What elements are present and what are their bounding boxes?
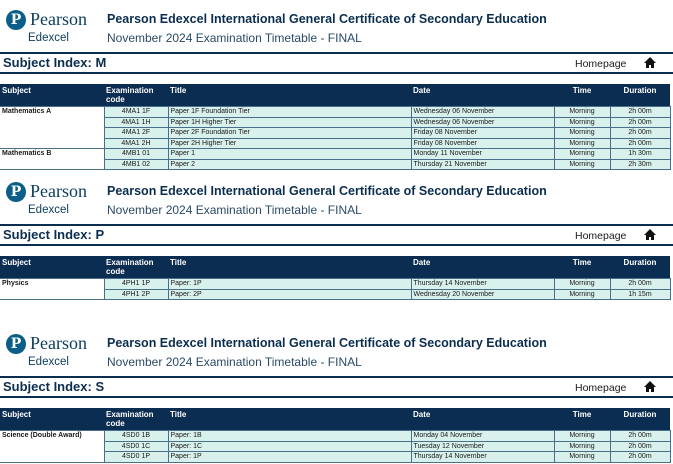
column-header-time: Time [554, 256, 610, 279]
page-header [0, 178, 673, 224]
exam-code-cell: 4MA1 1H [104, 117, 168, 128]
duration-cell: 1h 15m [610, 289, 670, 300]
exam-code-cell: 4MA1 1F [104, 107, 168, 118]
date-cell: Wednesday 06 November [411, 107, 554, 118]
column-header-code [104, 84, 168, 107]
date-cell: Thursday 14 November [411, 452, 554, 463]
column-header-title: Title [168, 84, 411, 107]
subject-index-bar [0, 376, 673, 398]
column-header-subject: Subject [0, 84, 104, 107]
duration-cell: 1h 30m [610, 149, 670, 160]
paper-title-cell: Paper: 1B [168, 431, 411, 442]
time-cell: Morning [554, 289, 610, 300]
pearson-p-icon: P [6, 10, 26, 30]
duration-cell: 2h 00m [610, 441, 670, 452]
paper-title-cell: Paper: 2P [168, 289, 411, 300]
duration-cell: 2h 00m [610, 117, 670, 128]
duration-cell: 2h 00m [610, 452, 670, 463]
brand-sub: Edexcel [28, 204, 69, 216]
pearson-logo [6, 10, 96, 50]
date-cell: Thursday 14 November [411, 279, 554, 290]
column-header-code-line1: Examination [106, 258, 154, 267]
paper-title-cell: Paper: 1P [168, 452, 411, 463]
column-header-date: Date [411, 84, 554, 107]
column-header-time: Time [554, 408, 610, 431]
date-cell: Wednesday 20 November [411, 289, 554, 300]
exam-code-cell: 4SD0 1P [104, 452, 168, 463]
time-cell: Morning [554, 431, 610, 442]
homepage-link[interactable]: Homepage [575, 382, 627, 394]
column-header-duration: Duration [610, 256, 670, 279]
subject-index-title: Subject Index: S [3, 379, 105, 394]
table-row [0, 107, 670, 118]
home-icon[interactable] [643, 228, 657, 241]
pearson-logo [6, 334, 96, 374]
timetable [0, 408, 671, 463]
paper-title-cell: Paper 1 [168, 149, 411, 160]
exam-code-cell: 4MA1 2H [104, 138, 168, 149]
brand-sub: Edexcel [28, 356, 69, 368]
document-subtitle: November 2024 Examination Timetable - FINAL [107, 355, 362, 369]
date-cell: Thursday 21 November [411, 159, 554, 170]
column-header-code-line1: Examination [106, 86, 154, 95]
column-header-code-line1: Examination [106, 410, 154, 419]
column-header-subject: Subject [0, 408, 104, 431]
duration-cell: 2h 00m [610, 128, 670, 139]
paper-title-cell: Paper 2F Foundation Tier [168, 128, 411, 139]
brand-name: Pearson [30, 9, 87, 29]
pearson-logo [6, 182, 96, 222]
date-cell: Tuesday 12 November [411, 441, 554, 452]
exam-code-cell: 4SD0 1B [104, 431, 168, 442]
table-header-row [0, 256, 670, 279]
document-subtitle: November 2024 Examination Timetable - FINAL [107, 203, 362, 217]
table-header-row [0, 84, 670, 107]
column-header-code [104, 408, 168, 431]
brand-name: Pearson [30, 181, 87, 201]
document-subtitle: November 2024 Examination Timetable - FINAL [107, 31, 362, 45]
brand-name: Pearson [30, 333, 87, 353]
subject-cell: Mathematics A [0, 107, 104, 149]
subject-cell: Science (Double Award) [0, 431, 104, 463]
pearson-p-icon: P [6, 182, 26, 202]
date-cell: Friday 08 November [411, 138, 554, 149]
time-cell: Morning [554, 107, 610, 118]
duration-cell: 2h 30m [610, 159, 670, 170]
duration-cell: 2h 00m [610, 107, 670, 118]
table-row [0, 431, 670, 442]
exam-code-cell: 4SD0 1C [104, 441, 168, 452]
time-cell: Morning [554, 117, 610, 128]
subject-index-title: Subject Index: M [3, 55, 107, 70]
time-cell: Morning [554, 279, 610, 290]
date-cell: Friday 08 November [411, 128, 554, 139]
section-p [0, 178, 673, 300]
document-title: Pearson Edexcel International General Certificate of Secondary Education [107, 184, 547, 198]
subject-index-bar [0, 52, 673, 74]
document-title: Pearson Edexcel International General Certificate of Secondary Education [107, 12, 547, 26]
exam-code-cell: 4MB1 01 [104, 149, 168, 160]
time-cell: Morning [554, 149, 610, 160]
subject-cell: Physics [0, 279, 104, 300]
section-s [0, 330, 673, 463]
column-header-code-line2: code [106, 95, 125, 104]
column-header-title: Title [168, 256, 411, 279]
column-header-subject: Subject [0, 256, 104, 279]
date-cell: Monday 04 November [411, 431, 554, 442]
homepage-link[interactable]: Homepage [575, 230, 627, 242]
home-icon[interactable] [643, 380, 657, 393]
time-cell: Morning [554, 128, 610, 139]
time-cell: Morning [554, 159, 610, 170]
column-header-code-line2: code [106, 267, 125, 276]
column-header-duration: Duration [610, 84, 670, 107]
column-header-title: Title [168, 408, 411, 431]
paper-title-cell: Paper 2 [168, 159, 411, 170]
brand-sub: Edexcel [28, 32, 69, 44]
duration-cell: 2h 00m [610, 138, 670, 149]
pearson-p-icon: P [6, 334, 26, 354]
table-row [0, 149, 670, 160]
exam-code-cell: 4PH1 1P [104, 279, 168, 290]
paper-title-cell: Paper: 1C [168, 441, 411, 452]
duration-cell: 2h 00m [610, 279, 670, 290]
date-cell: Monday 11 November [411, 149, 554, 160]
time-cell: Morning [554, 441, 610, 452]
time-cell: Morning [554, 452, 610, 463]
subject-cell: Mathematics B [0, 149, 104, 170]
page-header [0, 330, 673, 376]
table-header-row [0, 408, 670, 431]
column-header-code-line2: code [106, 419, 125, 428]
column-header-time: Time [554, 84, 610, 107]
home-icon[interactable] [643, 56, 657, 69]
homepage-link[interactable]: Homepage [575, 58, 627, 70]
document-title: Pearson Edexcel International General Certificate of Secondary Education [107, 336, 547, 350]
paper-title-cell: Paper: 1P [168, 279, 411, 290]
exam-code-cell: 4PH1 2P [104, 289, 168, 300]
duration-cell: 2h 00m [610, 431, 670, 442]
paper-title-cell: Paper 1F Foundation Tier [168, 107, 411, 118]
page-header [0, 6, 673, 52]
column-header-date: Date [411, 256, 554, 279]
column-header-date: Date [411, 408, 554, 431]
exam-code-cell: 4MA1 2F [104, 128, 168, 139]
timetable [0, 256, 671, 300]
column-header-duration: Duration [610, 408, 670, 431]
paper-title-cell: Paper 2H Higher Tier [168, 138, 411, 149]
exam-code-cell: 4MB1 02 [104, 159, 168, 170]
timetable [0, 84, 671, 170]
date-cell: Wednesday 06 November [411, 117, 554, 128]
column-header-code [104, 256, 168, 279]
time-cell: Morning [554, 138, 610, 149]
subject-index-bar [0, 224, 673, 246]
subject-index-title: Subject Index: P [3, 227, 105, 242]
table-row [0, 279, 670, 290]
paper-title-cell: Paper 1H Higher Tier [168, 117, 411, 128]
section-m [0, 6, 673, 170]
